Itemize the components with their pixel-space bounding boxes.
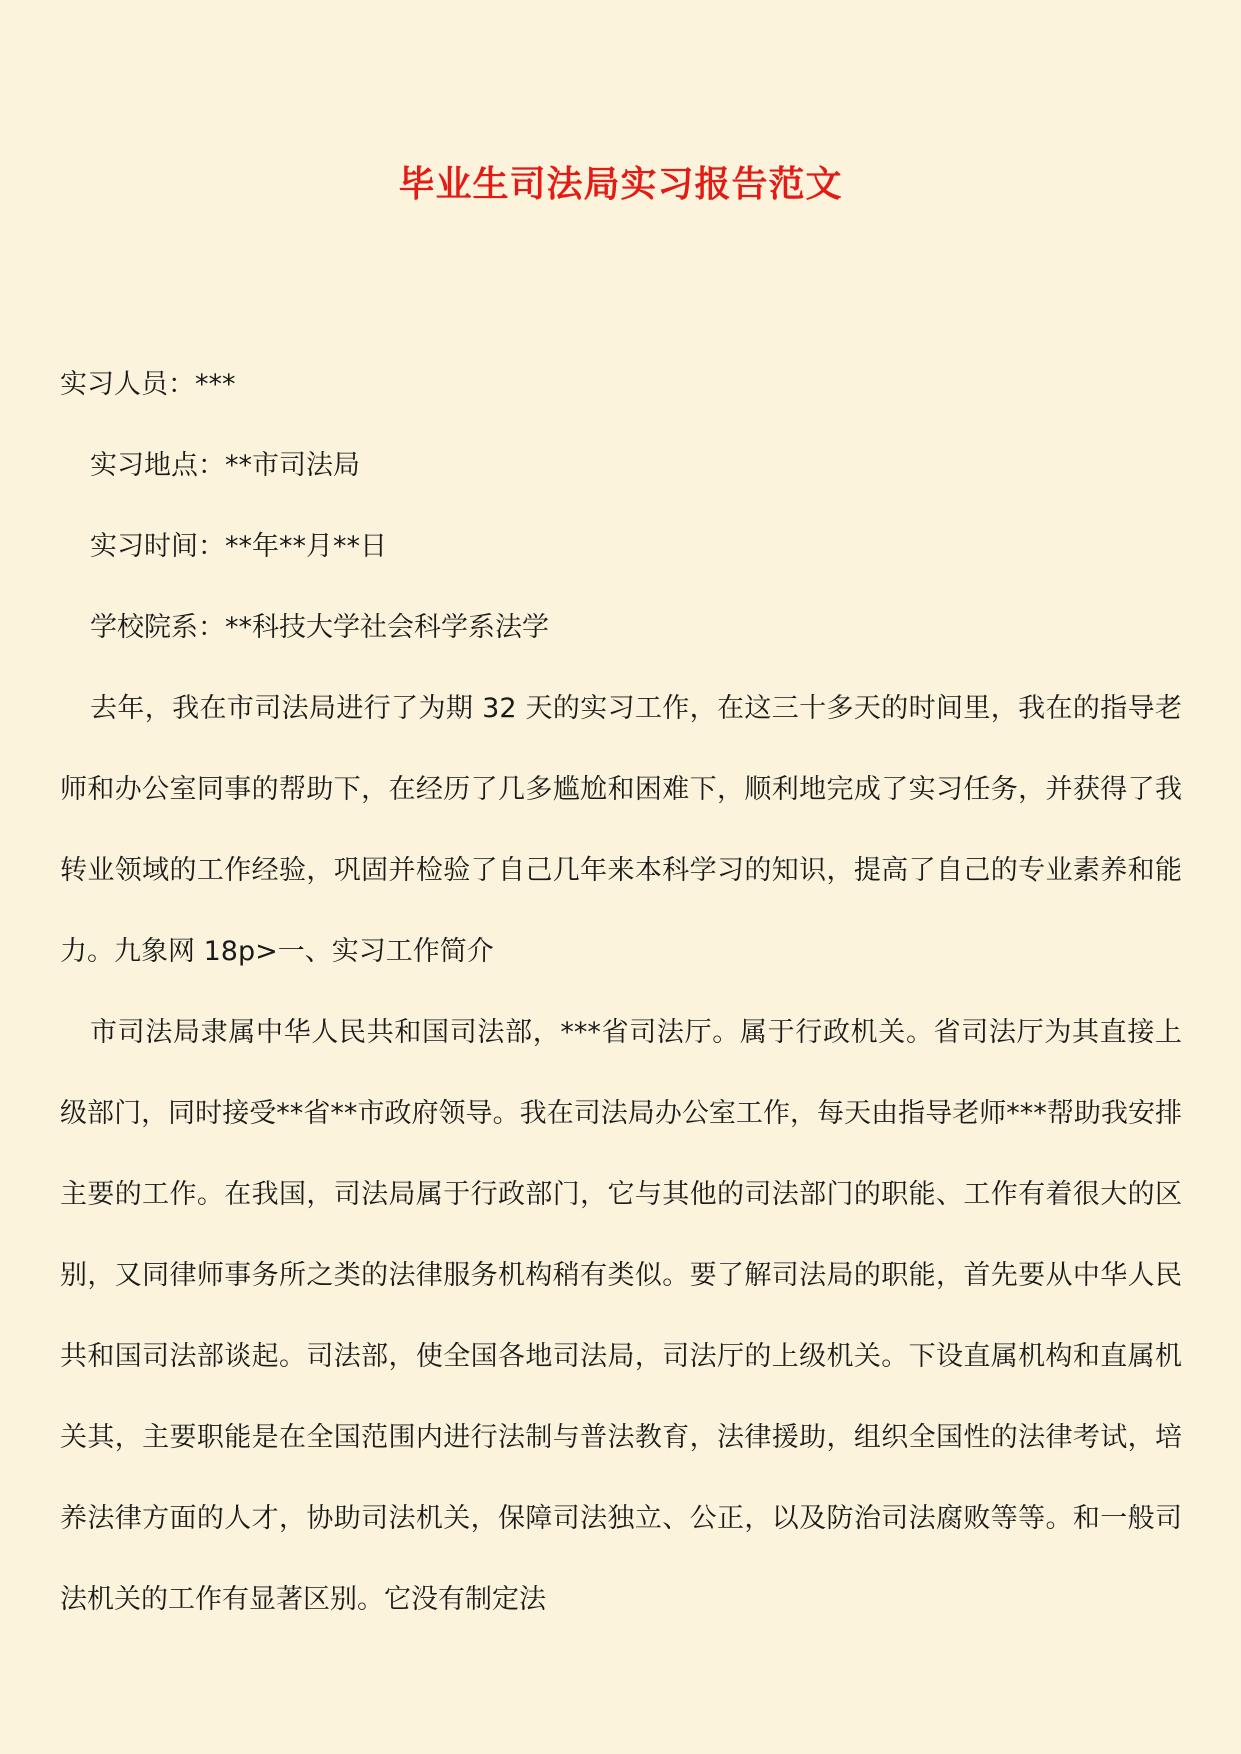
document-body xyxy=(60,344,1182,1640)
paragraph-bureau: 市司法局隶属中华人民共和国司法部，***省司法厅。属于行政机关。省司法厅为其直接上级部门，同时接受**省**市政府领导。我在司法局办公室工作，每天由指导老师***帮助我安排主要的工作。在我国，司法局属于行政部门，它与其他的司法部门的职能、工作有着很大的区别，又同律师事务所之类的法律服务机构稍有类似。要了解司法局的职能，首先要从中华人民共和国司法部谈起。司法部，使全国各地司法局，司法厅的上级机关。下设直属机构和直属机关其，主要职能是在全国范围内进行法制与普法教育，法律援助，组织全国性的法律考试，培养法律方面的人才，协助司法机关，保障司法独立、公正，以及防治司法腐败等等。和一般司法机关的工作有显著区别。它没有制定法 xyxy=(60,1017,1182,1615)
document-title: 毕业生司法局实习报告范文 xyxy=(398,163,843,205)
paragraph-intro: 去年，我在市司法局进行了为期 32 天的实习工作，在这三十多天的时间里，我在的指导老师和办公室同事的帮助下，在经历了几多尴尬和困难下，顺利地完成了实习任务，并获得了我转业领域的工作经验，巩固并检验了自己几年来本科学习的知识，提高了自己的专业素养和能力。九象网 18p>一、实习工作简介 xyxy=(60,693,1182,967)
intern-line: 实习人员：*** xyxy=(60,369,236,400)
time-line: 实习时间：**年**月**日 xyxy=(90,531,387,562)
school-line: 学校院系：**科技大学社会科学系法学 xyxy=(90,612,549,643)
location-line: 实习地点：**市司法局 xyxy=(90,450,360,481)
